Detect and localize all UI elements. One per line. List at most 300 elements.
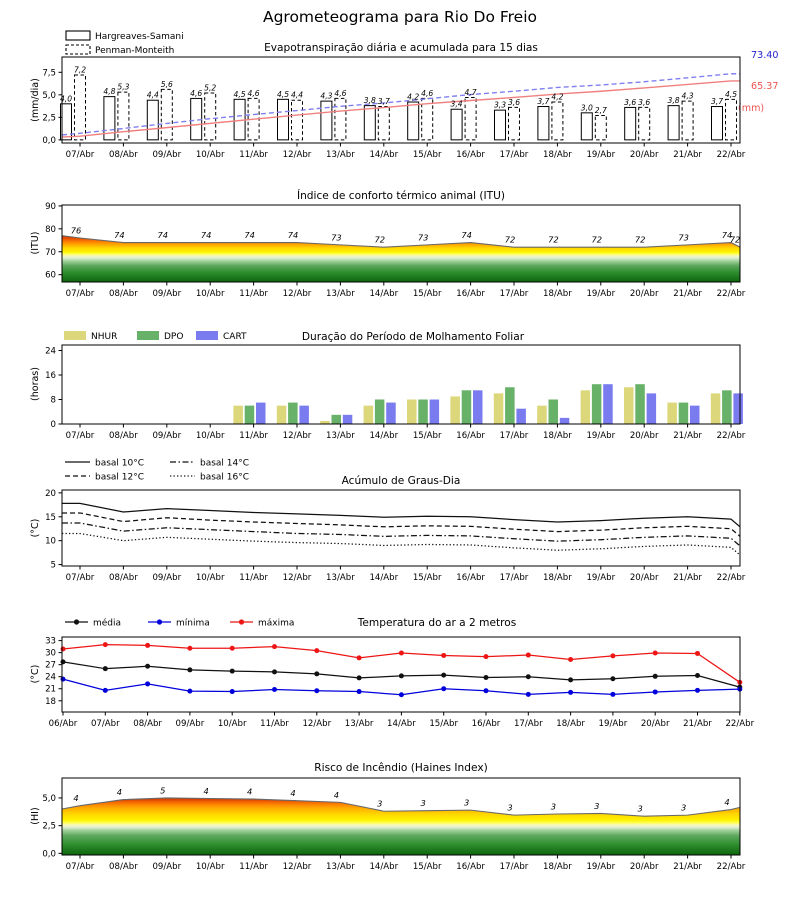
bar-dpo xyxy=(332,415,342,424)
marker-média xyxy=(230,669,235,674)
bar-hargreaves xyxy=(408,102,419,140)
plot-area-graus-dia xyxy=(45,489,746,583)
x-tick-label: 22/Abr xyxy=(716,289,746,299)
area-value-label: 4 xyxy=(246,786,253,797)
bar-cart xyxy=(299,406,309,424)
x-tick-label: 14/Abr xyxy=(369,573,399,583)
marker-máxima xyxy=(653,651,658,656)
area-value-label: 3 xyxy=(680,802,687,813)
x-tick-label: 21/Abr xyxy=(673,150,702,160)
legend-molhamento xyxy=(64,331,247,342)
bar-cart xyxy=(516,409,526,424)
area-value-label: 3 xyxy=(463,797,470,808)
x-tick-label: 21/Abr xyxy=(673,862,702,872)
x-tick-label: 16/Abr xyxy=(471,719,501,729)
bar-value-penman: 4,6 xyxy=(334,88,347,98)
x-tick-label: 06/Abr xyxy=(48,719,78,729)
bar-hargreaves xyxy=(625,107,636,139)
plot-area-haines xyxy=(42,778,745,872)
marker-média xyxy=(103,666,108,671)
bar-cart xyxy=(430,400,440,424)
marker-mínima xyxy=(399,692,404,697)
accumulated-penman-total: 73.40 xyxy=(751,50,779,61)
marker-média xyxy=(272,669,277,674)
marker-mínima xyxy=(103,688,108,693)
x-tick-label: 20/Abr xyxy=(640,719,670,729)
y-tick-label: 16 xyxy=(45,371,56,382)
bar-dpo xyxy=(245,406,255,424)
chart-itu xyxy=(30,189,746,299)
y-tick-label: 24 xyxy=(45,672,56,683)
bar-value-penman: 5,3 xyxy=(117,82,130,92)
area-value-label: 74 xyxy=(244,230,255,241)
y-tick-label: 7,5 xyxy=(42,68,56,79)
bar-penman xyxy=(726,99,737,140)
area-value-label: 73 xyxy=(331,232,342,243)
bar-penman xyxy=(335,98,346,139)
bar-dpo xyxy=(722,390,732,424)
x-tick-label: 08/Abr xyxy=(133,719,162,729)
x-tick-label: 22/Abr xyxy=(716,573,746,583)
x-tick-label: 15/Abr xyxy=(412,150,442,160)
bar-penman xyxy=(205,93,216,140)
y-axis-label-haines: (HI) xyxy=(30,807,41,825)
bar-value-penman: 5,6 xyxy=(160,79,173,89)
x-tick-label: 08/Abr xyxy=(109,150,138,160)
x-tick-label: 08/Abr xyxy=(109,431,138,441)
x-tick-label: 19/Abr xyxy=(586,289,616,299)
marker-máxima xyxy=(484,654,489,659)
x-tick-label: 08/Abr xyxy=(109,573,138,583)
y-tick-label: 8 xyxy=(50,395,56,406)
x-tick-label: 07/Abr xyxy=(65,573,95,583)
y-axis-label-evapotranspiration: (mm/dia) xyxy=(30,78,41,122)
marker-mínima xyxy=(653,689,658,694)
x-tick-label: 14/Abr xyxy=(369,289,399,299)
marker-máxima xyxy=(230,646,235,651)
x-tick-label: 13/Abr xyxy=(326,573,355,583)
y-tick-label: 0,0 xyxy=(42,135,56,146)
chart-title-evapotranspiration: Evapotranspiração diária e acumulada para 15 dias xyxy=(264,42,538,54)
x-tick-label: 07/Abr xyxy=(65,431,95,441)
bar-cart xyxy=(386,403,396,424)
x-tick-label: 09/Abr xyxy=(152,150,182,160)
area-value-label: 74 xyxy=(114,230,125,241)
x-tick-label: 12/Abr xyxy=(282,289,312,299)
legend-label-dpo: DPO xyxy=(164,332,184,342)
x-tick-label: 17/Abr xyxy=(499,573,529,583)
legend-marker-media xyxy=(74,619,79,624)
bar-dpo xyxy=(505,387,514,424)
bar-hargreaves xyxy=(581,113,592,140)
bar-nhur xyxy=(667,403,677,424)
bar-value-penman: 4,3 xyxy=(681,91,694,101)
bar-hargreaves xyxy=(668,106,679,140)
y-tick-label: 70 xyxy=(45,247,56,258)
x-tick-label: 22/Abr xyxy=(716,150,746,160)
marker-média xyxy=(314,671,319,676)
marker-máxima xyxy=(61,647,66,652)
x-tick-label: 14/Abr xyxy=(387,719,416,729)
marker-mínima xyxy=(695,688,700,693)
bar-value-hargreaves: 4,2 xyxy=(407,92,420,102)
bar-value-hargreaves: 4,0 xyxy=(59,94,73,104)
x-tick-label: 09/Abr xyxy=(152,573,182,583)
bar-dpo xyxy=(679,403,689,424)
x-tick-label: 16/Abr xyxy=(456,573,485,583)
marker-média xyxy=(610,676,615,681)
bar-penman xyxy=(161,89,172,139)
area-value-label: 74 xyxy=(200,230,212,241)
line-basal-16°C xyxy=(62,534,740,556)
marker-mínima xyxy=(61,677,66,682)
x-tick-label: 11/Abr xyxy=(239,289,268,299)
x-tick-label: 21/Abr xyxy=(673,289,702,299)
bar-penman xyxy=(509,107,520,139)
x-tick-label: 15/Abr xyxy=(412,289,442,299)
x-tick-label: 20/Abr xyxy=(629,289,659,299)
area-value-label: 76 xyxy=(70,225,82,236)
area-value-label: 73 xyxy=(417,232,429,243)
x-tick-label: 09/Abr xyxy=(175,719,205,729)
y-tick-label: 5,0 xyxy=(42,90,56,101)
chart-evapotranspiration xyxy=(30,31,778,160)
area-value-label: 4 xyxy=(290,788,296,799)
marker-máxima xyxy=(526,653,531,658)
plot-area-itu xyxy=(45,202,746,299)
x-tick-label: 19/Abr xyxy=(598,719,628,729)
legend-label-basal12: basal 12°C xyxy=(95,472,145,483)
x-tick-label: 18/Abr xyxy=(556,719,585,729)
marker-mínima xyxy=(145,681,150,686)
x-tick-label: 17/Abr xyxy=(499,431,529,441)
x-tick-label: 16/Abr xyxy=(456,289,485,299)
x-tick-label: 10/Abr xyxy=(217,719,247,729)
x-tick-label: 16/Abr xyxy=(456,862,485,872)
area-value-label: 74 xyxy=(287,230,299,241)
bar-penman xyxy=(682,101,693,140)
marker-máxima xyxy=(399,651,404,656)
x-tick-label: 20/Abr xyxy=(629,431,659,441)
x-tick-label: 07/Abr xyxy=(90,719,120,729)
bar-value-penman: 4,6 xyxy=(421,88,434,98)
bar-nhur xyxy=(450,396,460,424)
legend-label-cart: CART xyxy=(223,332,247,342)
x-tick-label: 08/Abr xyxy=(109,862,138,872)
x-tick-label: 21/Abr xyxy=(673,431,702,441)
bar-value-penman: 5,2 xyxy=(204,83,217,93)
x-tick-label: 14/Abr xyxy=(369,150,399,160)
legend-swatch-hargreaves xyxy=(66,31,90,40)
area-value-label: 72 xyxy=(729,234,741,245)
legend-label-minima: mínima xyxy=(176,618,210,629)
bar-cart xyxy=(733,393,743,424)
y-tick-label: 5,0 xyxy=(42,793,56,804)
bar-value-hargreaves: 3,6 xyxy=(624,97,637,107)
bar-value-hargreaves: 4,6 xyxy=(190,88,203,98)
x-tick-label: 18/Abr xyxy=(543,862,572,872)
legend-evapotranspiration xyxy=(66,31,184,56)
x-tick-label: 12/Abr xyxy=(282,573,312,583)
bar-hargreaves xyxy=(147,100,158,140)
bar-hargreaves xyxy=(364,106,375,140)
marker-máxima xyxy=(357,655,362,660)
x-tick-label: 17/Abr xyxy=(499,289,529,299)
bar-value-hargreaves: 3,8 xyxy=(667,96,680,106)
bar-penman xyxy=(639,107,650,139)
x-tick-label: 20/Abr xyxy=(629,862,659,872)
x-tick-label: 16/Abr xyxy=(456,150,485,160)
area-value-label: 72 xyxy=(548,234,559,245)
x-tick-label: 13/Abr xyxy=(344,719,374,729)
bar-value-penman: 4,5 xyxy=(724,89,738,99)
y-tick-label: 10 xyxy=(45,536,56,547)
x-tick-label: 17/Abr xyxy=(499,150,529,160)
bar-value-penman: 3,6 xyxy=(507,97,521,107)
y-tick-label: 60 xyxy=(45,270,56,281)
bar-cart xyxy=(256,403,266,424)
chart-graus-dia xyxy=(30,459,746,584)
area-value-label: 4 xyxy=(203,785,209,796)
bar-cart xyxy=(647,393,657,424)
marker-mínima xyxy=(568,690,573,695)
bar-cart xyxy=(690,406,700,424)
legend-label-penman: Penman-Monteith xyxy=(95,46,175,56)
marker-máxima xyxy=(610,653,615,658)
area-value-label: 3 xyxy=(420,798,426,809)
area-value-label: 72 xyxy=(504,234,516,245)
bar-value-penman: 4,7 xyxy=(464,88,477,98)
marker-média xyxy=(568,677,573,682)
x-tick-label: 12/Abr xyxy=(282,150,312,160)
y-tick-label: 5 xyxy=(50,560,56,571)
x-tick-label: 17/Abr xyxy=(499,862,529,872)
chart-title-molhamento: Duração do Período de Molhamento Foliar xyxy=(301,331,525,343)
legend-swatch-cart xyxy=(196,331,218,340)
area-value-label: 73 xyxy=(678,232,689,243)
bar-penman xyxy=(75,75,86,140)
bar-hargreaves xyxy=(278,99,289,140)
x-tick-label: 19/Abr xyxy=(586,573,616,583)
legend-graus-dia xyxy=(65,459,249,483)
marker-média xyxy=(526,674,531,679)
x-tick-label: 22/Abr xyxy=(716,862,746,872)
x-tick-label: 09/Abr xyxy=(152,289,182,299)
marker-mínima xyxy=(272,687,277,692)
bar-value-hargreaves: 4,3 xyxy=(320,91,333,101)
bar-hargreaves xyxy=(712,107,723,140)
x-tick-label: 21/Abr xyxy=(683,719,712,729)
marker-máxima xyxy=(441,653,446,658)
bar-value-penman: 3,7 xyxy=(377,97,390,107)
marker-mínima xyxy=(441,686,446,691)
legend-label-basal14: basal 14°C xyxy=(200,458,250,469)
marker-média xyxy=(441,673,446,678)
bar-dpo xyxy=(288,403,298,424)
bar-value-hargreaves: 4,5 xyxy=(276,89,290,99)
y-tick-label: 80 xyxy=(45,224,56,235)
x-tick-label: 19/Abr xyxy=(586,431,616,441)
bar-value-hargreaves: 3,8 xyxy=(363,96,376,106)
legend-marker-maxima xyxy=(239,619,244,624)
x-tick-label: 15/Abr xyxy=(412,431,442,441)
area-value-label: 4 xyxy=(724,797,730,808)
x-tick-label: 13/Abr xyxy=(326,289,355,299)
x-tick-label: 11/Abr xyxy=(239,573,268,583)
bar-dpo xyxy=(375,400,385,424)
x-tick-label: 11/Abr xyxy=(239,431,268,441)
bar-nhur xyxy=(277,406,287,424)
bar-nhur xyxy=(537,406,547,424)
bar-value-penman: 7,2 xyxy=(73,65,87,75)
x-tick-label: 07/Abr xyxy=(65,150,95,160)
x-tick-label: 11/Abr xyxy=(239,150,268,160)
chart-molhamento-foliar xyxy=(30,331,746,441)
bar-nhur xyxy=(364,406,374,424)
bar-cart xyxy=(560,418,570,424)
bar-hargreaves xyxy=(321,101,332,140)
bar-hargreaves xyxy=(538,107,549,140)
marker-média xyxy=(399,673,404,678)
x-tick-label: 19/Abr xyxy=(586,150,616,160)
bar-nhur xyxy=(233,406,243,424)
area-value-label: 3 xyxy=(377,798,383,809)
y-tick-label: 0 xyxy=(50,420,56,430)
bar-value-penman: 4,4 xyxy=(290,90,304,100)
marker-média xyxy=(357,675,362,680)
chart-title-graus-dia: Acúmulo de Graus-Dia xyxy=(341,475,461,487)
bar-value-hargreaves: 4,4 xyxy=(146,90,159,100)
marker-mínima xyxy=(230,689,235,694)
area-value-label: 74 xyxy=(157,230,169,241)
x-tick-label: 10/Abr xyxy=(195,289,225,299)
legend-swatch-nhur xyxy=(64,331,86,340)
bar-value-hargreaves: 3,3 xyxy=(493,100,507,110)
x-tick-label: 07/Abr xyxy=(65,862,95,872)
area-value-label: 5 xyxy=(160,785,166,796)
x-tick-label: 14/Abr xyxy=(369,862,399,872)
area-value-label: 4 xyxy=(116,787,123,798)
legend-label-nhur: NHUR xyxy=(91,332,118,342)
y-axis-label-molhamento: (horas) xyxy=(30,367,41,401)
y-tick-label: 30 xyxy=(45,648,56,659)
marker-média xyxy=(61,659,66,664)
x-tick-label: 18/Abr xyxy=(543,150,572,160)
legend-label-basal16: basal 16°C xyxy=(200,472,250,483)
bar-penman xyxy=(292,100,303,140)
marker-mínima xyxy=(484,688,489,693)
x-tick-label: 09/Abr xyxy=(152,431,182,441)
x-tick-label: 13/Abr xyxy=(326,862,355,872)
x-tick-label: 12/Abr xyxy=(282,862,312,872)
bar-nhur xyxy=(494,393,504,424)
bar-value-penman: 3,6 xyxy=(638,97,651,107)
y-tick-label: 0,0 xyxy=(42,849,56,860)
marker-média xyxy=(187,667,192,672)
chart-temperatura xyxy=(30,617,755,729)
area-value-label: 72 xyxy=(634,234,646,245)
bar-cart xyxy=(343,415,353,424)
marker-máxima xyxy=(103,642,108,647)
y-tick-label: 33 xyxy=(45,636,56,647)
y-tick-label: 24 xyxy=(45,346,56,357)
bar-value-hargreaves: 3,4 xyxy=(450,99,463,109)
y-tick-label: 2,5 xyxy=(42,113,56,124)
bar-nhur xyxy=(581,390,591,424)
legend-temperatura xyxy=(65,618,294,629)
bar-hargreaves xyxy=(495,110,506,140)
bar-nhur xyxy=(624,387,634,424)
area-value-label: 72 xyxy=(591,234,603,245)
area-value-label: 74 xyxy=(721,230,733,241)
area-value-label: 3 xyxy=(594,800,600,811)
figure-title: Agrometeograma para Rio Do Freio xyxy=(262,8,538,26)
y-axis-label-temperatura: (°C) xyxy=(30,664,41,684)
x-tick-label: 16/Abr xyxy=(456,431,485,441)
bar-dpo xyxy=(462,390,472,424)
marker-máxima xyxy=(145,643,150,648)
legend-label-media: média xyxy=(93,618,122,629)
x-tick-label: 13/Abr xyxy=(326,150,355,160)
plot-area-temperatura xyxy=(45,637,755,729)
x-tick-label: 15/Abr xyxy=(412,573,442,583)
bar-value-hargreaves: 4,5 xyxy=(233,89,246,99)
x-tick-label: 20/Abr xyxy=(629,150,659,160)
x-tick-label: 12/Abr xyxy=(282,431,312,441)
marker-máxima xyxy=(314,648,319,653)
x-tick-label: 12/Abr xyxy=(302,719,332,729)
x-tick-label: 18/Abr xyxy=(543,289,572,299)
area-value-label: 74 xyxy=(461,230,472,241)
bar-nhur xyxy=(407,400,417,424)
y-tick-label: 18 xyxy=(45,696,56,707)
marker-mínima xyxy=(187,689,192,694)
marker-mínima xyxy=(357,689,362,694)
x-tick-label: 13/Abr xyxy=(326,431,355,441)
bar-value-hargreaves: 4,8 xyxy=(103,87,116,97)
plot-area-evapotranspiration xyxy=(42,57,745,160)
legend-swatch-dpo xyxy=(137,331,159,340)
x-tick-label: 22/Abr xyxy=(725,719,755,729)
bar-penman xyxy=(378,107,389,140)
legend-label-basal10: basal 10°C xyxy=(95,458,145,469)
bar-nhur xyxy=(711,393,721,424)
bar-value-hargreaves: 3,0 xyxy=(580,103,593,113)
x-tick-label: 10/Abr xyxy=(195,431,225,441)
x-tick-label: 10/Abr xyxy=(195,862,225,872)
x-tick-label: 14/Abr xyxy=(369,431,399,441)
x-tick-label: 15/Abr xyxy=(429,719,459,729)
y-tick-label: 21 xyxy=(45,684,56,695)
x-tick-label: 08/Abr xyxy=(109,289,138,299)
y-axis-label-itu: (ITU) xyxy=(30,231,41,255)
bar-dpo xyxy=(592,384,602,424)
area-value-label: 3 xyxy=(550,801,557,812)
legend-label-maxima: máxima xyxy=(258,618,295,629)
x-tick-label: 18/Abr xyxy=(543,431,572,441)
area-value-label: 72 xyxy=(374,234,386,245)
bar-dpo xyxy=(635,384,645,424)
bar-dpo xyxy=(549,400,559,424)
bar-value-penman: 4,6 xyxy=(247,88,260,98)
chart-title-haines: Risco de Incêndio (Haines Index) xyxy=(314,762,488,774)
accumulated-hargreaves-total: 65.37 xyxy=(751,81,779,92)
legend-label-hargreaves: Hargreaves-Samani xyxy=(95,32,184,42)
marker-média xyxy=(484,675,489,680)
chart-title-itu: Índice de conforto térmico animal (ITU) xyxy=(296,190,506,202)
marker-média xyxy=(145,664,150,669)
accumulated-unit-label: (mm) xyxy=(738,103,765,114)
